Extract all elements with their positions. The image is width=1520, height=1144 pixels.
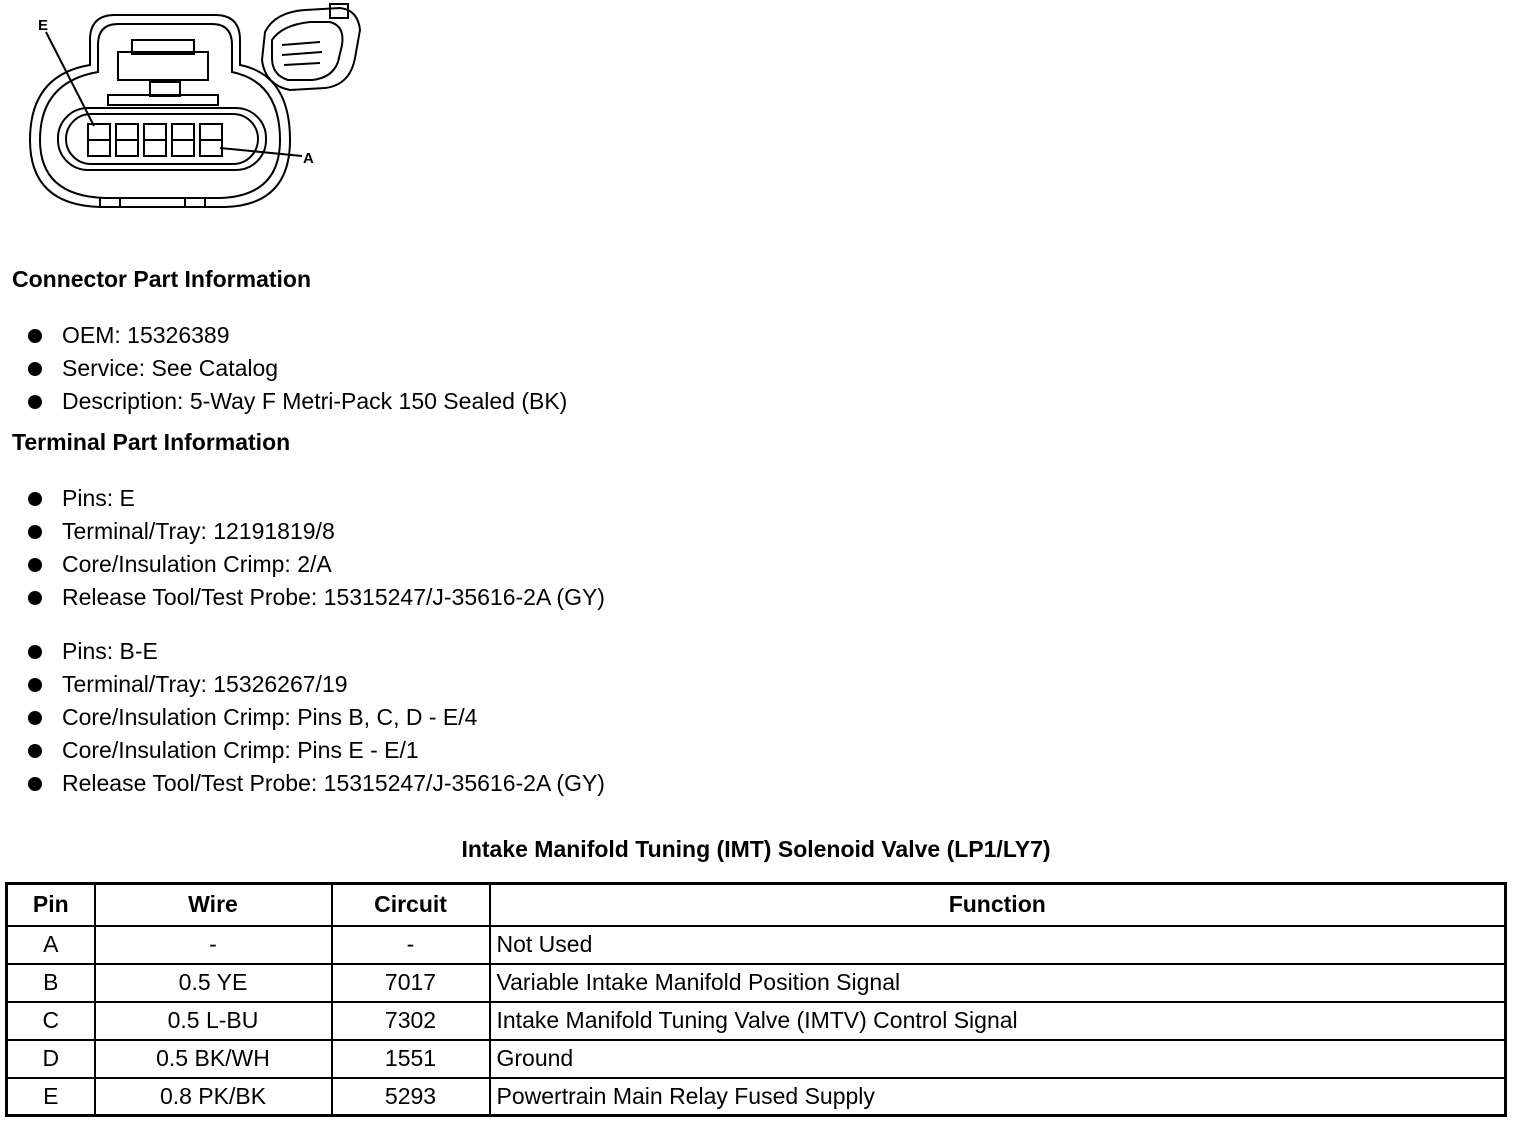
list-item: Core/Insulation Crimp: Pins E - E/1 [28,734,605,767]
cell-pin: E [7,1078,95,1116]
pin-a-callout: A [303,150,314,167]
cell-wire: 0.8 PK/BK [95,1078,332,1116]
cell-pin: B [7,964,95,1002]
bullet-icon [28,492,42,506]
list-item: Service: See Catalog [28,352,567,385]
table-title: Intake Manifold Tuning (IMT) Solenoid Valve (LP1/LY7) [461,836,1051,862]
list-item: Release Tool/Test Probe: 15315247/J-35616-2A (GY) [28,581,605,614]
cell-circuit: 5293 [332,1078,490,1116]
cell-wire: 0.5 YE [95,964,332,1002]
connector-info-title: Connector Part Information [12,266,312,292]
cell-circuit: 7017 [332,964,490,1002]
column-header-pin: Pin [7,884,95,926]
bullet-icon [28,525,42,539]
cell-function: Intake Manifold Tuning Valve (IMTV) Control Signal [490,1002,1506,1040]
cell-function: Not Used [490,926,1506,964]
table-header-row [7,884,1506,926]
terminal-info-title: Terminal Part Information [12,429,291,455]
cell-function: Variable Intake Manifold Position Signal [490,964,1506,1002]
list-item: Pins: E [28,482,605,515]
column-header-function: Function [490,884,1506,926]
terminal-group-2 [28,635,605,800]
bullet-icon [28,645,42,659]
column-header-circuit: Circuit [332,884,490,926]
table-row [7,1078,1506,1116]
pin-e-callout: E [38,17,49,34]
pinout-table [5,882,1507,1117]
connector-info-list [28,319,567,418]
list-item: Terminal/Tray: 12191819/8 [28,515,605,548]
bullet-icon [28,329,42,343]
cell-circuit: - [332,926,490,964]
table-row [7,1040,1506,1078]
column-header-wire: Wire [95,884,332,926]
bullet-icon [28,362,42,376]
list-item: Release Tool/Test Probe: 15315247/J-35616-2A (GY) [28,767,605,800]
cell-pin: C [7,1002,95,1040]
list-item: Core/Insulation Crimp: 2/A [28,548,605,581]
list-item: OEM: 15326389 [28,319,567,352]
bullet-icon [28,777,42,791]
bullet-icon [28,395,42,409]
cell-function: Ground [490,1040,1506,1078]
connector-diagram [20,0,380,220]
cell-function: Powertrain Main Relay Fused Supply [490,1078,1506,1116]
bullet-icon [28,558,42,572]
list-item: Description: 5-Way F Metri-Pack 150 Sealed (BK) [28,385,567,418]
cell-pin: A [7,926,95,964]
table-row [7,926,1506,964]
list-item: Pins: B-E [28,635,605,668]
table-row [7,1002,1506,1040]
cell-wire: 0.5 BK/WH [95,1040,332,1078]
cell-pin: D [7,1040,95,1078]
bullet-icon [28,591,42,605]
bullet-icon [28,678,42,692]
cell-wire: - [95,926,332,964]
list-item: Core/Insulation Crimp: Pins B, C, D - E/4 [28,701,605,734]
bullet-icon [28,744,42,758]
table-row [7,964,1506,1002]
bullet-icon [28,711,42,725]
cell-circuit: 7302 [332,1002,490,1040]
cell-circuit: 1551 [332,1040,490,1078]
list-item: Terminal/Tray: 15326267/19 [28,668,605,701]
terminal-group-1 [28,482,605,614]
cell-wire: 0.5 L-BU [95,1002,332,1040]
